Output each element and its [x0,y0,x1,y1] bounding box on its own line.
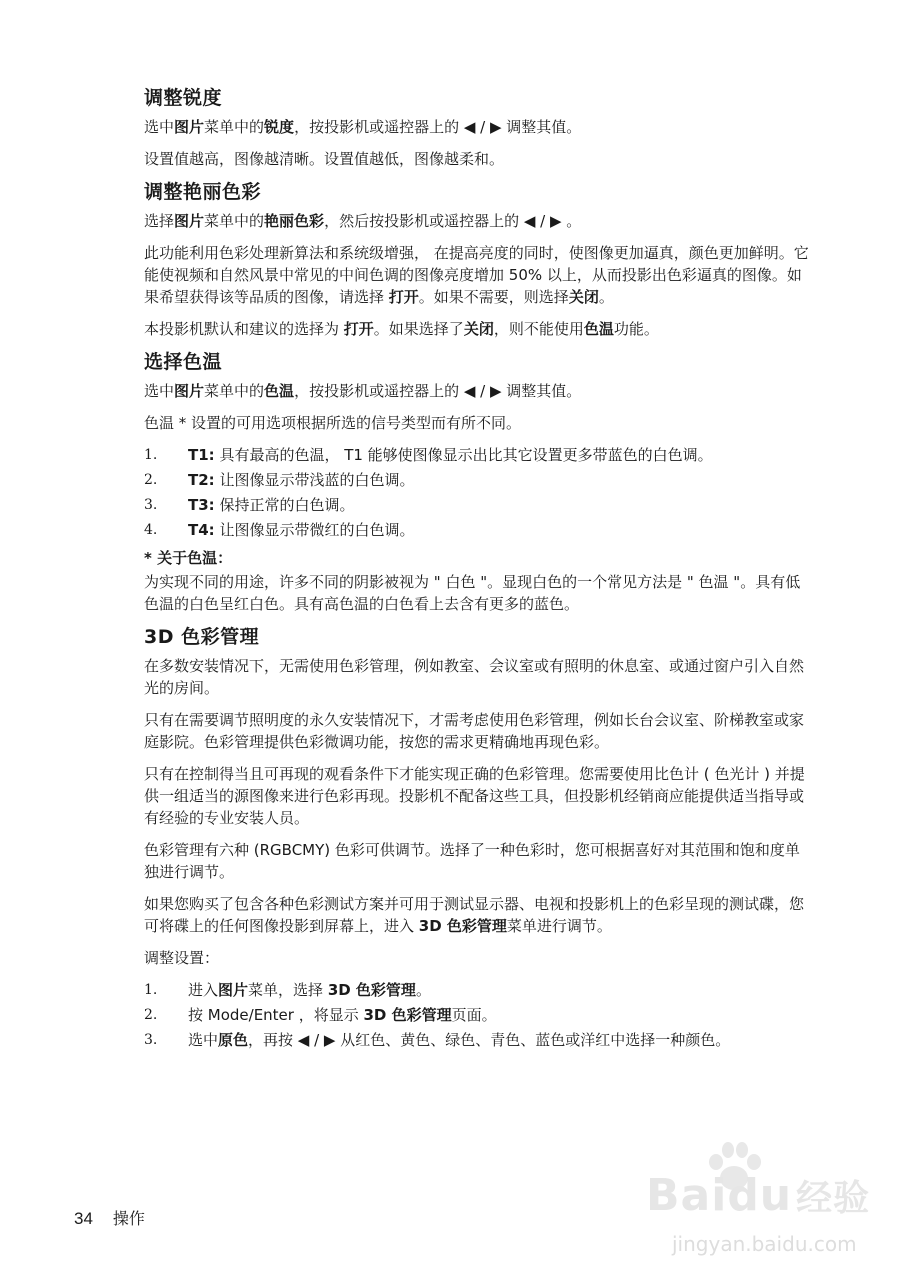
text: 菜单进行调节。 [506,917,612,935]
list-item [144,1004,814,1026]
item-number: 3. [144,497,158,513]
bold-term: 色温 [583,320,614,338]
text: ，再按 ◀ / ▶ 从红色、黄色、绿色、青色、蓝色或洋红中选择一种颜色。 [248,1031,731,1049]
text: 。如果不需要，则选择 [418,288,569,306]
page-number: 34 [74,1209,93,1228]
text: 此功能利用色彩处理新算法和系统级增强， 在提高亮度的同时，使图像更加逼真，颜色更加鲜明。它能使视频和自然风景中常见的中间色调的图像亮度增加 50% 以上，从而投影出色彩逼真的图像。如果希望获得该等品质的图像，请选择 [144,244,809,306]
section-sharpness [144,86,814,170]
text: 。如果选择了 [373,320,464,338]
brand-part: 经验 [796,1178,871,1219]
text: 菜单，选择 [248,981,328,999]
item-label: T1: [188,446,215,464]
item-text: 让图像显示带浅蓝的白色调。 [214,471,415,489]
list-item [144,444,814,466]
color-mgmt-p3: 只有在控制得当且可再现的观看条件下才能实现正确的色彩管理。您需要使用比色计 ( 色光计 ) 并提供一组适当的源图像来进行色彩再现。投影机不配备这些工具，但投影机经销商应能提供适当指导或有经验的专业安装人员。 [144,765,805,827]
bold-term: 3D 色彩管理 [418,917,507,935]
text: 菜单中的 [204,382,265,400]
item-label: T3: [188,496,215,514]
bold-term: 打开 [388,288,419,306]
about-color-temp-text: 为实现不同的用途，许多不同的阴影被视为 " 白色 "。显现白色的一个常见方法是 " 色温 "。具有低色温的白色呈红白色。具有高色温的白色看上去含有更多的蓝色。 [144,573,801,613]
heading-color-temperature: 选择色温 [144,351,223,373]
step-number: 1. [144,982,158,998]
text: 选中 [144,382,175,400]
text: 。 [598,288,614,306]
color-mgmt-steps [144,979,814,1051]
section-brilliant-color [144,180,814,340]
list-item [144,519,814,541]
brand-part: du [727,1170,793,1221]
footer-section: 操作 [112,1209,145,1228]
list-item [144,979,814,1001]
text: 菜单中的 [204,212,265,230]
bold-term: 图片 [218,981,249,999]
item-number: 4. [144,522,158,538]
list-item [144,494,814,516]
text: 功能。 [613,320,659,338]
list-item [144,1029,814,1051]
watermark-brand [646,1170,870,1221]
text: 选择 [144,212,175,230]
bold-term: 图片 [174,212,205,230]
text: 。 [415,981,431,999]
text: 按 Mode/Enter ，将显示 [188,1006,364,1024]
text: ，则不能使用 [493,320,584,338]
item-label: T2: [188,471,215,489]
step-number: 3. [144,1032,158,1048]
item-text: 具有最高的色温， T1 能够使图像显示出比其它设置更多带蓝色的白色调。 [214,446,713,464]
about-color-temp-heading: * 关于色温： [144,549,233,567]
section-color-temperature [144,350,814,615]
heading-sharpness: 调整锐度 [144,87,223,109]
heading-brilliant-color: 调整艳丽色彩 [144,181,262,203]
text: ，然后按投影机或遥控器上的 ◀ / ▶ 。 [324,212,582,230]
section-3d-color-management [144,625,814,1051]
baidu-watermark [636,1140,871,1270]
color-mgmt-p1: 在多数安装情况下，无需使用色彩管理，例如教室、会议室或有照明的休息室、或通过窗户引入自然光的房间。 [144,657,805,697]
watermark-url: jingyan.baidu.com [672,1232,857,1256]
item-number: 2. [144,472,158,488]
sharpness-description: 设置值越高，图像越清晰。设置值越低，图像越柔和。 [144,150,505,168]
text: ，按投影机或遥控器上的 ◀ / ▶ 调整其值。 [294,382,582,400]
color-temp-instruction [144,380,814,402]
item-number: 1. [144,447,158,463]
color-temp-options [144,444,814,541]
item-text: 保持正常的白色调。 [214,496,355,514]
bold-term: 艳丽色彩 [264,212,325,230]
bold-term: 3D 色彩管理 [327,981,416,999]
brilliant-description [144,242,814,308]
text: 选中 [144,118,175,136]
bold-term: 色温 [264,382,295,400]
bold-term: 3D 色彩管理 [363,1006,452,1024]
text: 页面。 [451,1006,497,1024]
bold-term: 图片 [174,118,205,136]
text: 选中 [188,1031,219,1049]
color-mgmt-p2: 只有在需要调节照明度的永久安装情况下，才需考虑使用色彩管理，例如长台会议室、阶梯教室或家庭影院。色彩管理提供色彩微调功能，按您的需求更精确地再现色彩。 [144,711,805,751]
list-item [144,469,814,491]
text: 本投影机默认和建议的选择为 [144,320,344,338]
sharpness-instruction [144,116,814,138]
bold-term: 原色 [218,1031,249,1049]
color-mgmt-p4: 色彩管理有六种 (RGBCMY) 色彩可供调节。选择了一种色彩时，您可根据喜好对其范围和饱和度单独进行调节。 [144,841,800,881]
item-label: T4: [188,521,215,539]
text: 如果您购买了包含各种色彩测试方案并可用于测试显示器、电视和投影机上的色彩呈现的测试碟，您可将碟上的任何图像投影到屏幕上，进入 [144,895,805,935]
heading-3d-color-management: 3D 色彩管理 [144,626,260,648]
color-temp-note: 色温 * 设置的可用选项根据所选的信号类型而有所不同。 [144,414,522,432]
page-footer [74,1208,145,1230]
bold-term: 打开 [343,320,374,338]
bold-term: 关闭 [568,288,599,306]
color-mgmt-adjust-label: 调整设置： [144,949,220,967]
brand-part: Bai [646,1170,728,1221]
text: 菜单中的 [204,118,265,136]
brilliant-instruction [144,210,814,232]
item-text: 让图像显示带微红的白色调。 [214,521,415,539]
text: 进入 [188,981,219,999]
color-mgmt-p5 [144,893,814,937]
content [144,80,814,1057]
bold-term: 锐度 [264,118,295,136]
bold-term: 图片 [174,382,205,400]
brilliant-default [144,318,814,340]
step-number: 2. [144,1007,158,1023]
bold-term: 关闭 [463,320,494,338]
text: ，按投影机或遥控器上的 ◀ / ▶ 调整其值。 [294,118,582,136]
